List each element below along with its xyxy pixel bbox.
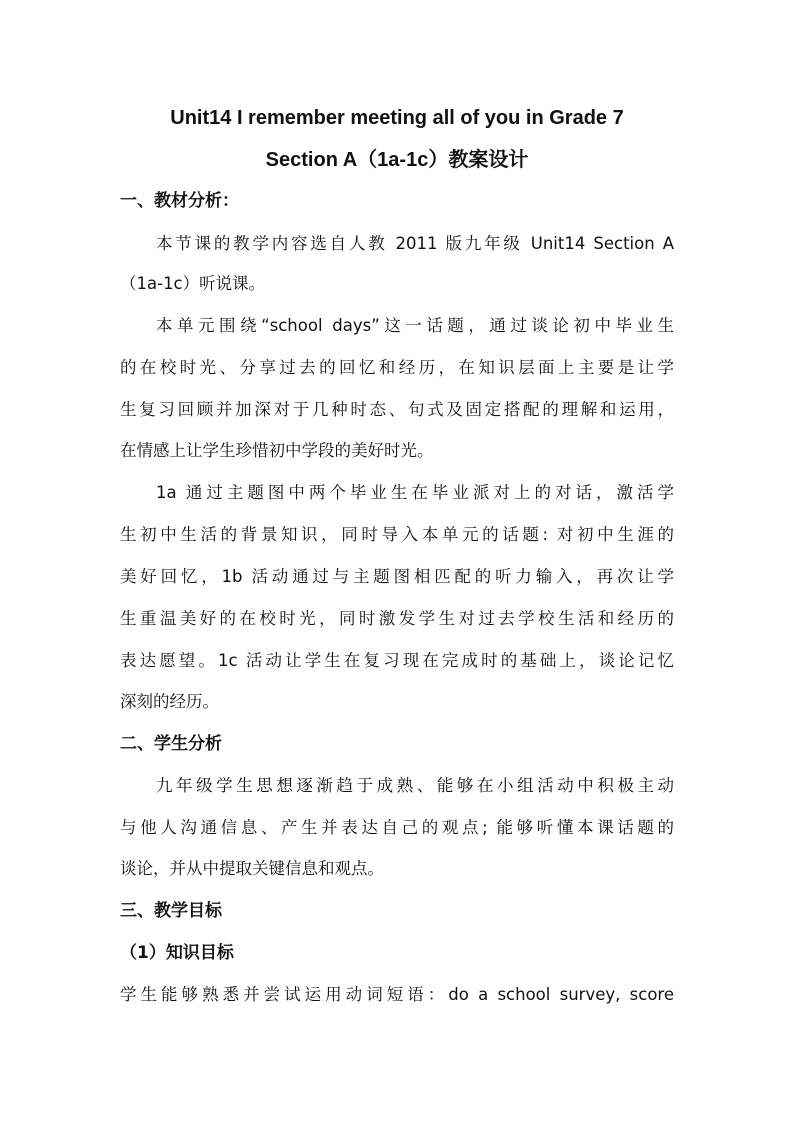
paragraph-line: 生重温美好的在校时光，同时激发学生对过去学校生活和经历的 bbox=[120, 609, 674, 628]
paragraph-line: 本单元围绕“school days”这一话题，通过谈论初中毕业生 bbox=[156, 316, 674, 335]
paragraph-line: 美好回忆，1b 活动通过与主题图相匹配的听力输入，再次让学 bbox=[120, 567, 674, 586]
paragraph-line: 学生能够熟悉并尝试运用动词短语：do a school survey, score bbox=[120, 985, 674, 1004]
section-heading-teaching-objectives: 三、教学目标 bbox=[120, 901, 222, 921]
paragraph-line: 深刻的经历。 bbox=[120, 692, 219, 711]
paragraph-line: 生复习回顾并加深对于几种时态、句式及固定搭配的理解和运用， bbox=[120, 400, 674, 419]
section-heading-student-analysis: 二、学生分析 bbox=[120, 734, 222, 754]
paragraph-line: 表达愿望。1c 活动让学生在复习现在完成时的基础上，谈论记忆 bbox=[120, 651, 674, 670]
paragraph-line: 本节课的教学内容选自人教 2011 版九年级 Unit14 Section A bbox=[156, 234, 674, 253]
document-subtitle: Section A（1a-1c）教案设计 bbox=[265, 149, 529, 171]
paragraph-line: 谈论，并从中提取关键信息和观点。 bbox=[120, 859, 384, 878]
paragraph-line: 的在校时光、分享过去的回忆和经历，在知识层面上主要是让学 bbox=[120, 358, 674, 377]
paragraph-line: （1a-1c）听说课。 bbox=[120, 274, 266, 293]
document-title: Unit14 I remember meeting all of you in Grade 7 bbox=[170, 107, 624, 129]
paragraph-line: 九年级学生思想逐渐趋于成熟、能够在小组活动中积极主动 bbox=[156, 776, 674, 795]
paragraph-line: 生初中生活的背景知识，同时导入本单元的话题: 对初中生涯的 bbox=[120, 525, 674, 544]
paragraph-line: 与他人沟通信息、产生并表达自己的观点; 能够听懂本课话题的 bbox=[120, 818, 674, 837]
paragraph-line: 1a 通过主题图中两个毕业生在毕业派对上的对话，激活学 bbox=[156, 483, 674, 502]
section-heading-textbook-analysis: 一、教材分析： bbox=[120, 191, 239, 211]
subheading-knowledge-objectives: （1）知识目标 bbox=[120, 943, 234, 963]
paragraph-line: 在情感上让学生珍惜初中学段的美好时光。 bbox=[120, 441, 434, 460]
